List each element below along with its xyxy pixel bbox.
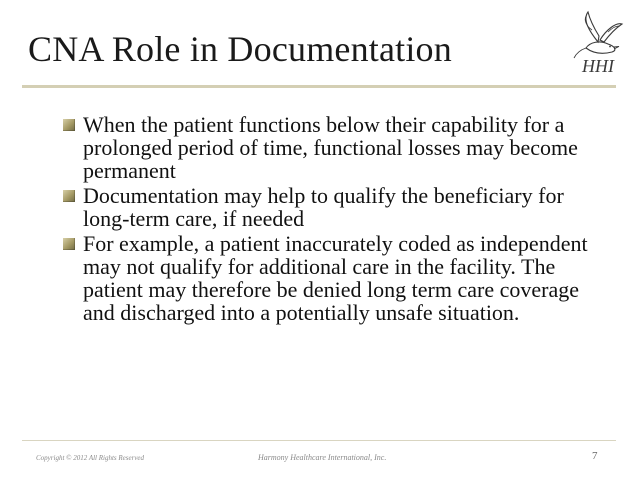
hhi-dove-logo (568, 10, 628, 76)
bullet-item (63, 232, 603, 324)
slide-title: CNA Role in Documentation (28, 29, 452, 69)
square-bullet-icon (63, 238, 75, 250)
bullet-text: Documentation may help to qualify the beneficiary for long-term care, if needed (83, 183, 564, 231)
bullet-text: For example, a patient inaccurately coded as independent may not qualify for additional care in the facility. The patient may therefore be denied long term care coverage and discharged into a potentially unsafe situation. (83, 231, 588, 325)
bullet-list (63, 113, 603, 326)
footer-company: Harmony Healthcare International, Inc. (258, 453, 387, 462)
bullet-item (63, 113, 603, 182)
bullet-text: When the patient functions below their capability for a prolonged period of time, functional losses may become permanent (83, 112, 578, 183)
bullet-item (63, 184, 603, 230)
title-divider (22, 85, 616, 88)
square-bullet-icon (63, 190, 75, 202)
footer-copyright: Copyright © 2012 All Rights Reserved (36, 454, 145, 462)
footer-divider (22, 440, 616, 441)
logo-text: HHI (582, 56, 614, 76)
page-number: 7 (592, 450, 598, 462)
square-bullet-icon (63, 119, 75, 131)
